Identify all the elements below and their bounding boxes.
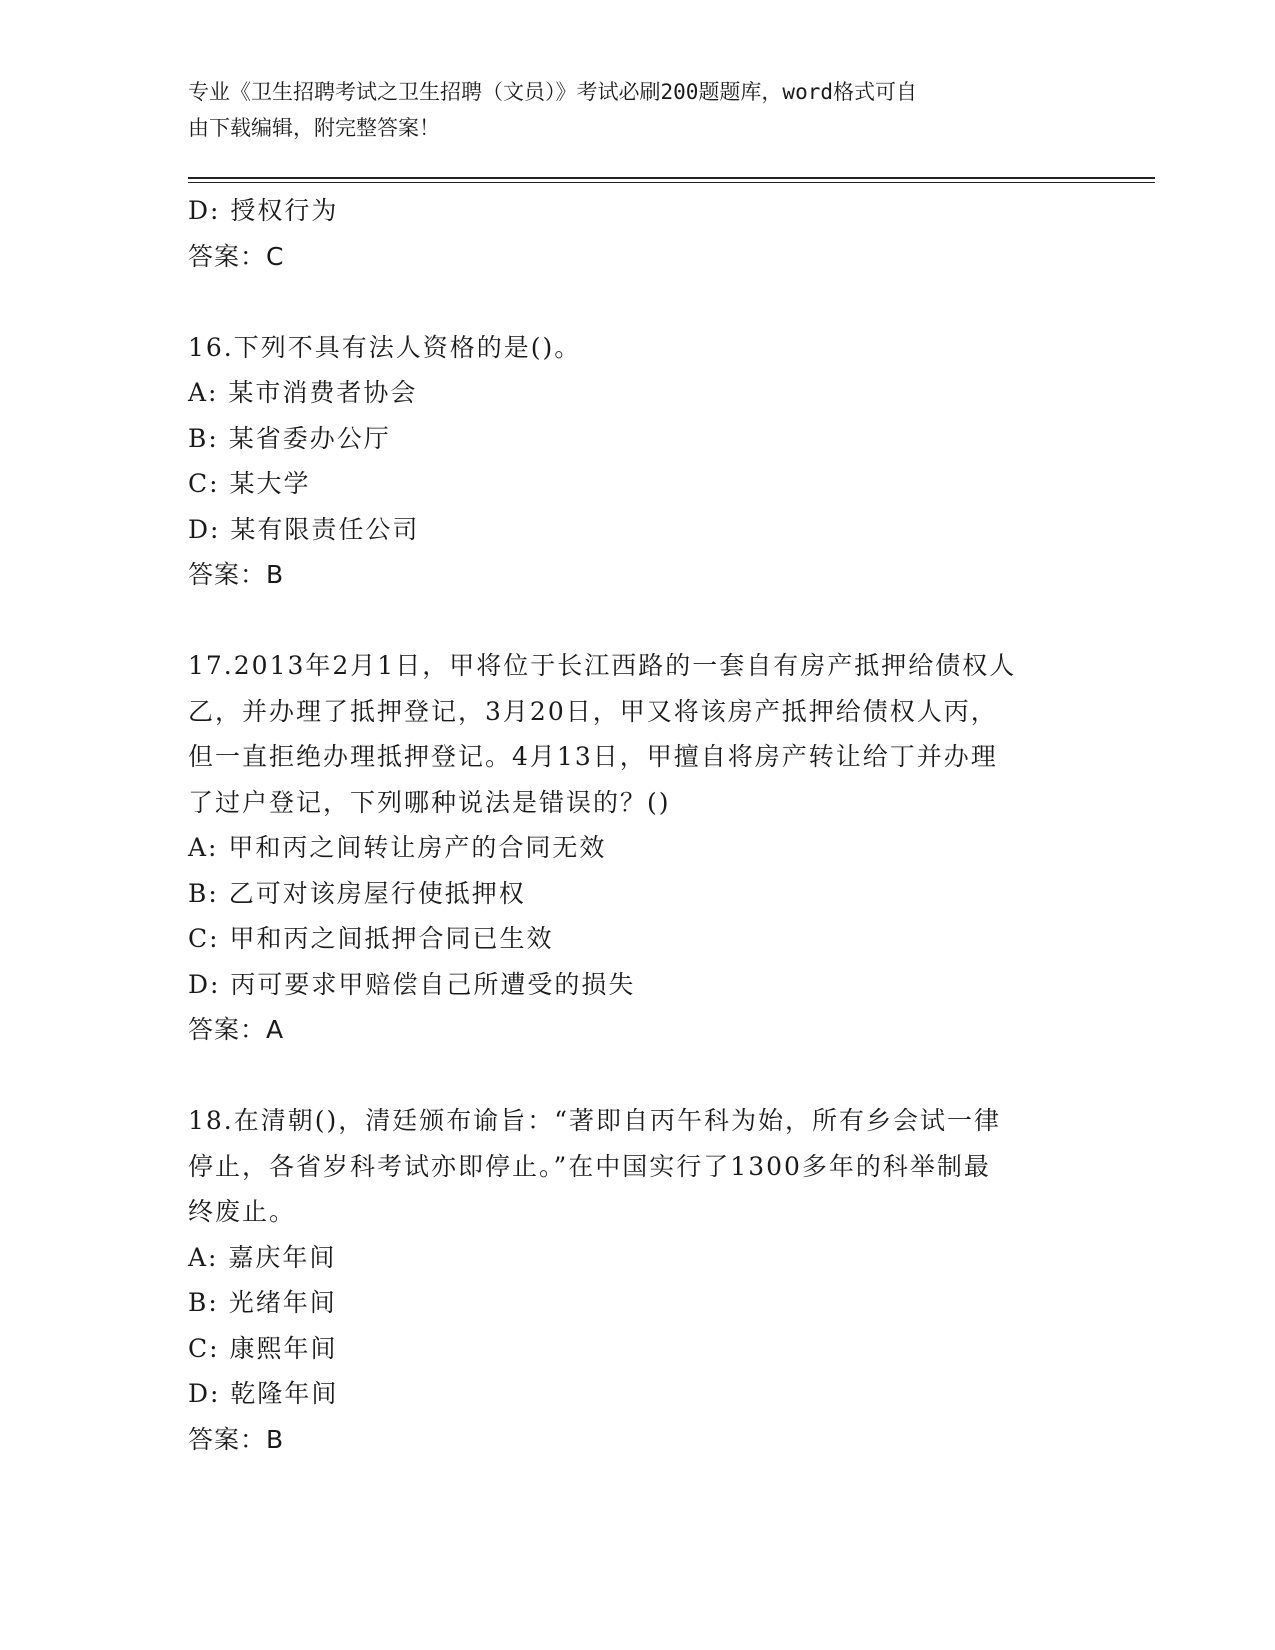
answer-line: 答案：B bbox=[188, 560, 285, 589]
question-18 bbox=[188, 1098, 1088, 1462]
question-text-line: 乙，并办理了抵押登记，3月20日，甲又将该房产抵押给债权人丙， bbox=[188, 696, 998, 726]
option-b: B: 乙可对该房屋行使抵押权 bbox=[188, 878, 526, 908]
page-header bbox=[188, 74, 1088, 146]
header-line-1: 专业《卫生招聘考试之卫生招聘（文员）》考试必刷200题题库，word格式可自 bbox=[188, 80, 917, 104]
option-d: D: 丙可要求甲赔偿自己所遭受的损失 bbox=[188, 969, 636, 999]
answer-line: 答案：C bbox=[188, 241, 285, 271]
header-divider-thick bbox=[188, 177, 1155, 179]
question-16 bbox=[188, 325, 1088, 598]
option-c: C: 某大学 bbox=[188, 469, 311, 498]
option-b: B: 某省委办公厅 bbox=[188, 423, 391, 453]
answer-line: 答案：B bbox=[188, 1424, 285, 1454]
header-line-2: 由下载编辑，附完整答案！ bbox=[188, 116, 440, 140]
option-b: B: 光绪年间 bbox=[188, 1288, 337, 1317]
previous-question-tail bbox=[188, 188, 1088, 279]
option-c: C: 甲和丙之间抵押合同已生效 bbox=[188, 924, 554, 953]
answer-line: 答案：A bbox=[188, 1015, 285, 1044]
question-text-line: 16.下列不具有法人资格的是()。 bbox=[188, 332, 582, 362]
option-c: C: 康熙年间 bbox=[188, 1333, 338, 1363]
header-divider-thin bbox=[188, 182, 1155, 183]
option-d: D: 乾隆年间 bbox=[188, 1379, 339, 1408]
question-text-line: 终废止。 bbox=[188, 1197, 297, 1226]
question-text-line: 了过户登记，下列哪种说法是错误的？() bbox=[188, 787, 671, 817]
question-text-line: 18.在清朝()，清廷颁布谕旨：“著即自丙午科为始，所有乡会试一律 bbox=[188, 1106, 1002, 1135]
question-text-line: 停止，各省岁科考试亦即停止。”在中国实行了1300多年的科举制最 bbox=[188, 1151, 991, 1181]
option-a: A: 甲和丙之间转让房产的合同无效 bbox=[188, 833, 607, 862]
question-text-line: 17.2013年2月1日，甲将位于长江西路的一套自有房产抵押给债权人 bbox=[188, 651, 1017, 680]
option-a: A: 某市消费者协会 bbox=[188, 378, 418, 407]
document-body bbox=[188, 188, 1088, 1462]
option-a: A: 嘉庆年间 bbox=[188, 1242, 337, 1272]
option-d: D: 授权行为 bbox=[188, 196, 339, 225]
question-17 bbox=[188, 643, 1088, 1053]
question-text-line: 但一直拒绝办理抵押登记。4月13日，甲擅自将房产转让给丁并办理 bbox=[188, 742, 998, 771]
option-d: D: 某有限责任公司 bbox=[188, 514, 420, 544]
